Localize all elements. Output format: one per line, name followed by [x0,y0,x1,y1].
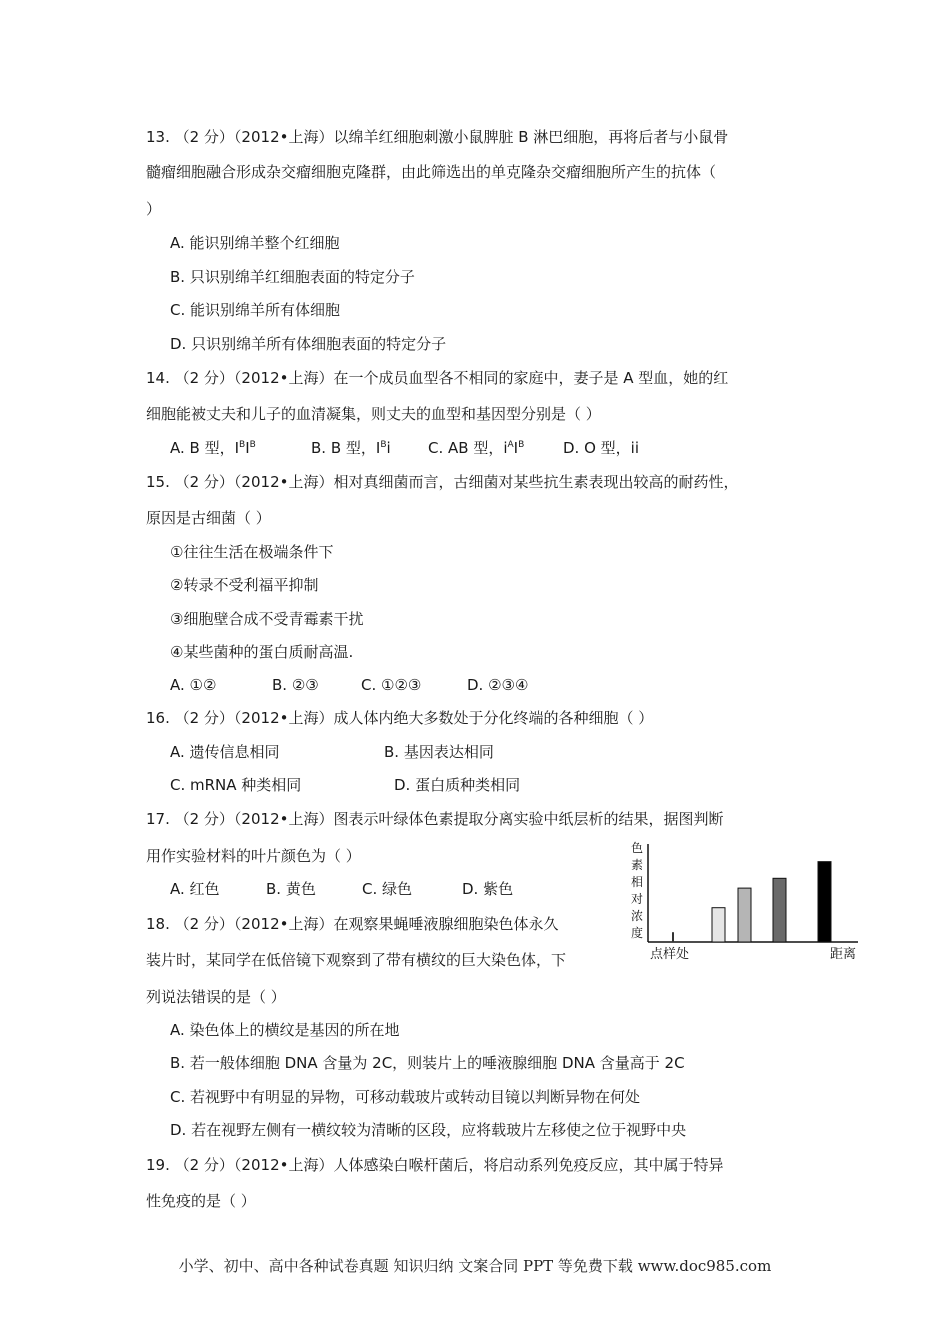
q15-line-1: 15. （2 分）（2012•上海）相对真细菌而言，古细菌对某些抗生素表现出较高的耐药性， [146,473,739,491]
q15-option-a: A. ①② [170,676,217,694]
q14-line-1: 14. （2 分）（2012•上海）在一个成员血型各不相同的家庭中，妻子是 A 型血，她的红 [146,369,729,387]
q18-option-c: C. 若视野中有明显的异物，可移动载玻片或转动目镜以判断异物在何处 [170,1088,641,1106]
q18-line-3: 列说法错误的是（ ） [146,988,286,1006]
q15-option-b: B. ②③ [272,676,319,694]
q17-line-2: 用作实验材料的叶片颜色为（ ） [146,847,361,865]
q18-option-d: D. 若在视野左侧有一横纹较为清晰的区段，应将载玻片左移使之位于视野中央 [170,1121,687,1139]
q15-item-3: ③细胞壁合成不受青霉素干扰 [170,610,364,628]
q13-option-c: C. 能识别绵羊所有体细胞 [170,301,341,319]
q14-option-a: A. B 型，$I^BI^B$ [170,439,256,457]
q13-line-2: 髓瘤细胞融合形成杂交瘤细胞克隆群，由此筛选出的单克隆杂交瘤细胞所产生的抗体（ [146,163,717,181]
q17-option-d: D. 紫色 [462,880,514,898]
q17-option-c: C. 绿色 [362,880,413,898]
q18-option-a: A. 染色体上的横纹是基因的所在地 [170,1021,400,1039]
q17-line-1: 17. （2 分）（2012•上海）图表示叶绿体色素提取分离实验中纸层析的结果，据图判断 [146,810,724,828]
q17-option-b: B. 黄色 [266,880,316,898]
q14-option-c: C. AB 型，$i^AI^B$ [428,439,525,457]
chart-x-label-right: 距离 [830,947,857,962]
q15-item-1: ①往往生活在极端条件下 [170,543,334,561]
chromatography-chart [628,836,860,964]
q18-line-2: 装片时，某同学在低倍镜下观察到了带有横纹的巨大染色体，下 [146,951,567,969]
q16-option-a: A. 遗传信息相同 [170,743,280,761]
q19-line-1: 19. （2 分）（2012•上海）人体感染白喉杆菌后，将启动系列免疫反应，其中属于特异 [146,1156,724,1174]
chart-bar-5 [818,862,831,942]
chart-x-label-left: 点样处 [650,947,690,962]
q14-option-d: D. O 型，ii [563,439,639,457]
q16-option-b: B. 基因表达相同 [384,743,494,761]
q15-option-c: C. ①②③ [361,676,422,694]
q19-line-2: 性免疫的是（ ） [146,1192,256,1210]
q14-option-b: B. B 型，$I^Bi$ [311,439,391,457]
chart-bar-3 [738,888,751,942]
q16-option-c: C. mRNA 种类相同 [170,776,302,794]
chart-bar-4 [773,878,786,942]
chart-bar-2 [712,908,725,942]
q15-item-4: ④某些菌种的蛋白质耐高温. [170,643,354,661]
q18-option-b: B. 若一般体细胞 DNA 含量为 2C，则装片上的唾液腺细胞 DNA 含量高于 2C [170,1054,685,1072]
q16-line-1: 16. （2 分）（2012•上海）成人体内绝大多数处于分化终端的各种细胞（ ） [146,709,654,727]
q15-line-2: 原因是古细菌（ ） [146,509,271,527]
q14-line-2: 细胞能被丈夫和儿子的血清凝集，则丈夫的血型和基因型分别是（ ） [146,405,601,423]
q13-line-1: 13. （2 分）（2012•上海）以绵羊红细胞刺激小鼠脾脏 B 淋巴细胞，再将后者与小鼠骨 [146,128,729,146]
chart-y-label: 色素相对浓度 [631,841,644,940]
footer-text: 小学、初中、高中各种试卷真题 知识归纳 文案合同 PPT 等免费下载 www.doc985.com [178,1257,772,1275]
q13-line-3: ） [146,200,162,218]
chart-bar-1 [672,932,674,942]
q13-option-a: A. 能识别绵羊整个红细胞 [170,234,340,252]
q15-option-d: D. ②③④ [467,676,529,694]
q15-item-2: ②转录不受利福平抑制 [170,576,319,594]
q13-option-b: B. 只识别绵羊红细胞表面的特定分子 [170,268,415,286]
q16-option-d: D. 蛋白质种类相同 [394,776,521,794]
q18-line-1: 18. （2 分）（2012•上海）在观察果蝇唾液腺细胞染色体永久 [146,915,559,933]
q13-option-d: D. 只识别绵羊所有体细胞表面的特定分子 [170,335,447,353]
q17-option-a: A. 红色 [170,880,220,898]
